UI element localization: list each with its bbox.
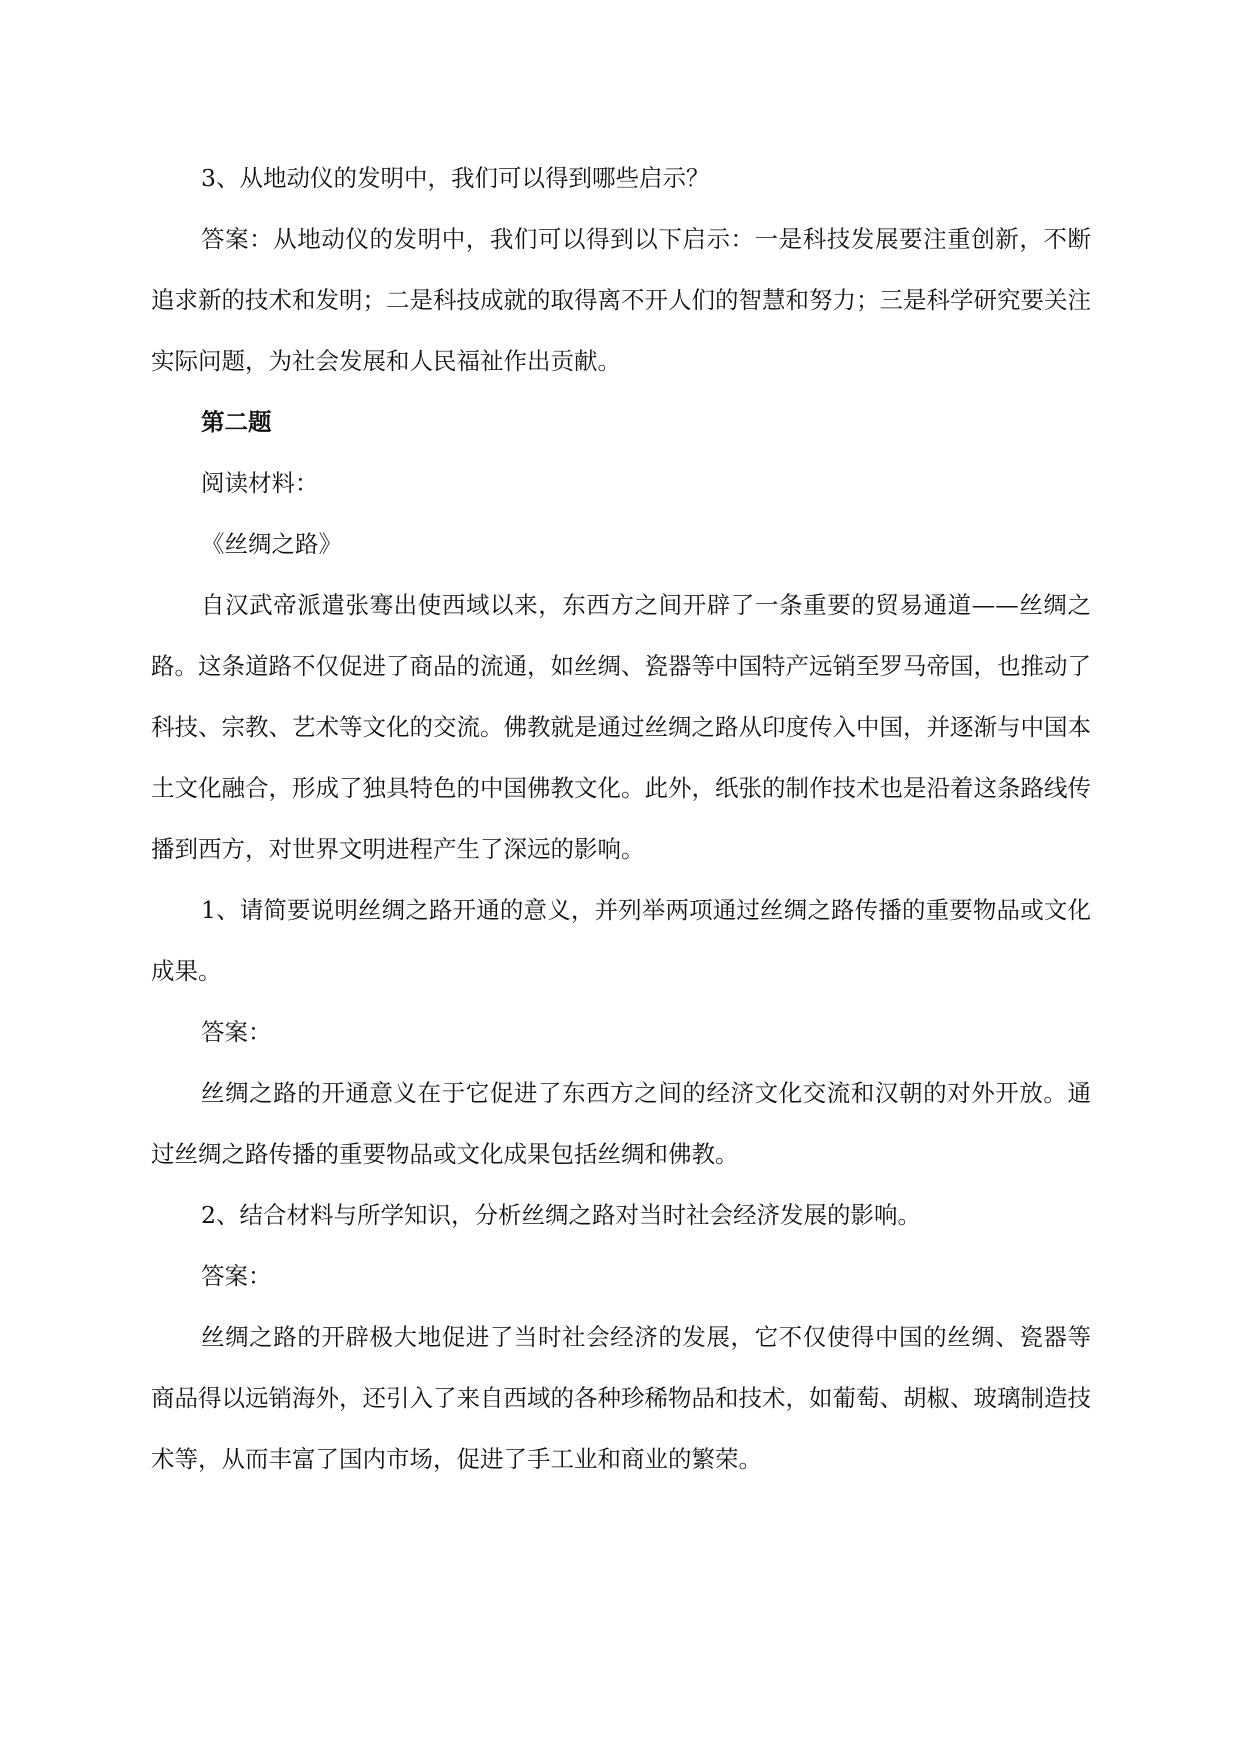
material-title: 《丝绸之路》 — [201, 530, 342, 558]
material-body: 自汉武帝派遣张骞出使西域以来，东西方之间开辟了一条重要的贸易通道——丝绸之路。这条道路不仅促进了商品的流通，如丝绸、瓷器等中国特产远销至罗马帝国，也推动了科技、宗教、艺术等文化的交流。佛教就是通过丝绸之路从印度传入中国，并逐渐与中国本土文化融合，形成了独具特色的中国佛教文化。此外，纸张的制作技术也是沿着这条路线传播到西方，对世界文明进程产生了深远的影响。 — [151, 591, 1091, 863]
document-page — [151, 148, 1091, 1490]
question-1-answer: 丝绸之路的开通意义在于它促进了东西方之间的经济文化交流和汉朝的对外开放。通过丝绸之路传播的重要物品或文化成果包括丝绸和佛教。 — [151, 1079, 1091, 1168]
question-2-text: 2、结合材料与所学知识，分析丝绸之路对当时社会经济发展的影响。 — [201, 1201, 921, 1229]
section-heading: 第二题 — [201, 408, 272, 436]
question-2-answer-label: 答案： — [201, 1262, 272, 1290]
question-1-text: 1、请简要说明丝绸之路开通的意义，并列举两项通过丝绸之路传播的重要物品或文化成果。 — [151, 896, 1091, 985]
question-3-text: 3、从地动仪的发明中，我们可以得到哪些启示？ — [201, 164, 710, 192]
question-1-answer-label: 答案： — [201, 1018, 272, 1046]
question-2-answer: 丝绸之路的开辟极大地促进了当时社会经济的发展，它不仅使得中国的丝绸、瓷器等商品得以远销海外，还引入了来自西域的各种珍稀物品和技术，如葡萄、胡椒、玻璃制造技术等，从而丰富了国内市场，促进了手工业和商业的繁荣。 — [151, 1323, 1091, 1473]
reading-material-label: 阅读材料： — [201, 469, 319, 497]
question-3-answer: 答案：从地动仪的发明中，我们可以得到以下启示：一是科技发展要注重创新，不断追求新的技术和发明；二是科技成就的取得离不开人们的智慧和努力；三是科学研究要关注实际问题，为社会发展和人民福祉作出贡献。 — [151, 225, 1091, 375]
